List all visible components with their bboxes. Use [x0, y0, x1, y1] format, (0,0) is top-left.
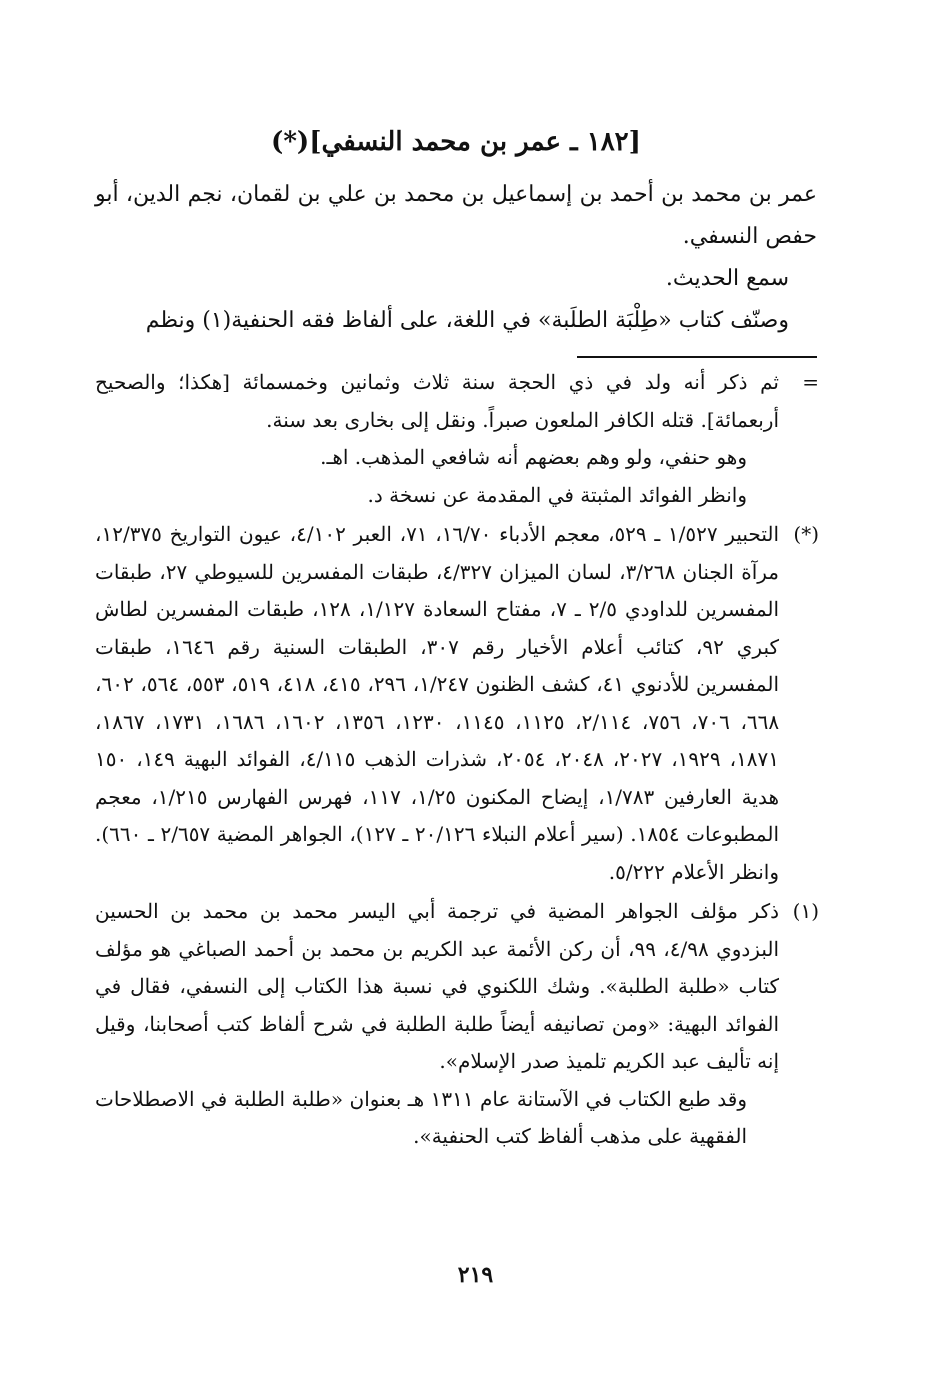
footnote-1-paragraph: وقد طبع الكتاب في الآستانة عام ١٣١١ هـ بعنوان «طلبة الطلبة في الاصطلاحات الفقهية على مذهب ألفاظ كتب الحنفية». — [95, 1086, 747, 1148]
footnote-sources-text — [95, 516, 817, 891]
entry-paragraph-hadith: سمع الحديث. — [665, 266, 789, 291]
footnote-continuation-line: وهو حنفي، ولو وهم بعضهم أنه شافعي المذهب. اهـ. — [320, 445, 747, 469]
footnote-continuation — [95, 364, 817, 514]
footnote-continuation-marker: = — [802, 370, 819, 394]
footnote-continuation-line: وانظر الفوائد المثبتة في المقدمة عن نسخة د. — [367, 482, 747, 507]
footnote-continuation-line — [95, 364, 817, 439]
entry-paragraph-works: وصنّف كتاب «طِلْبَة الطلَبة» في اللغة، على ألفاظ فقه الحنفية(١) ونظم — [145, 308, 789, 333]
footnote-1-body: ذكر مؤلف الجواهر المضية في ترجمة أبي اليسر محمد بن محمد بن الحسين البزدوي ٤/٩٨، ٩٩، أن ركن الأئمة عبد الكريم بن محمد بن أحمد الصباغي هو مؤلف كتاب «طلبة الطلبة». وشك اللكنوي في نسبة هذا الكتاب إلى النسفي، فقال في الفوائد البهية: «ومن تصانيفه أيضاً طلبة الطلبة في شرح ألفاظ كتب أصحابنا، وقيل إنه تأليف عبد الكريم تلميذ صدر الإسلام». — [95, 899, 780, 1073]
entry-paragraph-name: عمر بن محمد بن أحمد بن إسماعيل بن محمد بن علي بن لقمان، نجم الدين، أبو حفص النسفي. — [95, 182, 817, 249]
footnote-sources — [95, 516, 817, 891]
document-page — [95, 122, 817, 1158]
footnote-sources-marker: (*) — [793, 522, 819, 546]
entry-title: [١٨٢ ـ عمر بن محمد النسفي](*) — [271, 127, 641, 157]
footnote-1-marker: (١) — [792, 899, 819, 923]
footnote-sources-body: التحبير ١/٥٢٧ ـ ٥٢٩، معجم الأدباء ١٦/٧٠، ٧١، العبر ٤/١٠٢، عيون التواريخ ١٢/٣٧٥، مرآة الجنان ٣/٢٦٨، لسان الميزان ٤/٣٢٧، طبقات المفسرين للسيوطي ٢٧، طبقات المفسرين للداودي ٢/٥ ـ ٧، مفتاح السعادة ١/١٢٧، ١٢٨، طبقات المفسرين لطاش كبري ٩٢، كتائب أعلام الأخيار رقم ٣٠٧، الطبقات السنية رقم ١٦٤٦، طبقات المفسرين للأدنوي ٤١، كشف الظنون ١/٢٤٧، ٢٩٦، ٤١٥، ٤١٨، ٥١٩، ٥٥٣، ٥٦٤، ٦٠٢، ٦٦٨، ٧٠٦، ٧٥٦، ٢/١١٤، ١١٢٥، ١١٤٥، ١٢٣٠، ١٣٥٦، ١٦٠٢، ١٦٨٦، ١٧٣١، ١٨٦٧، ١٨٧١، ١٩٢٩، ٢٠٢٧، ٢٠٤٨، ٢٠٥٤، شذرات الذهب ٤/١١٥، الفوائد البهية ١٤٩، ١٥٠ هدية العارفين ١/٧٨٣، إيضاح المكنون ١/٢٥، ١١٧، فهرس الفهارس ١/٢١٥، معجم المطبوعات ١٨٥٤. (سير أعلام النبلاء ٢٠/١٢٦ ـ ١٢٧)، الجواهر المضية ٢/٦٥٧ ـ ٦٦٠). وانظر الأعلام ٥/٢٢٢. — [95, 522, 780, 884]
footnote-continuation-text: ثم ذكر أنه ولد في ذي الحجة سنة ثلاث وثمانين وخمسمائة [هكذا؛ والصحيح أربعمائة]. قتله الكافر الملعون صبراً. ونقل إلى بخارى بعد سنة. — [95, 370, 779, 432]
entry-body — [95, 174, 817, 342]
footnote-separator — [577, 356, 817, 358]
footnote-1-paragraph — [95, 893, 817, 1081]
footnote-1 — [95, 893, 817, 1156]
page-number: ٢١٩ — [457, 1262, 494, 1288]
